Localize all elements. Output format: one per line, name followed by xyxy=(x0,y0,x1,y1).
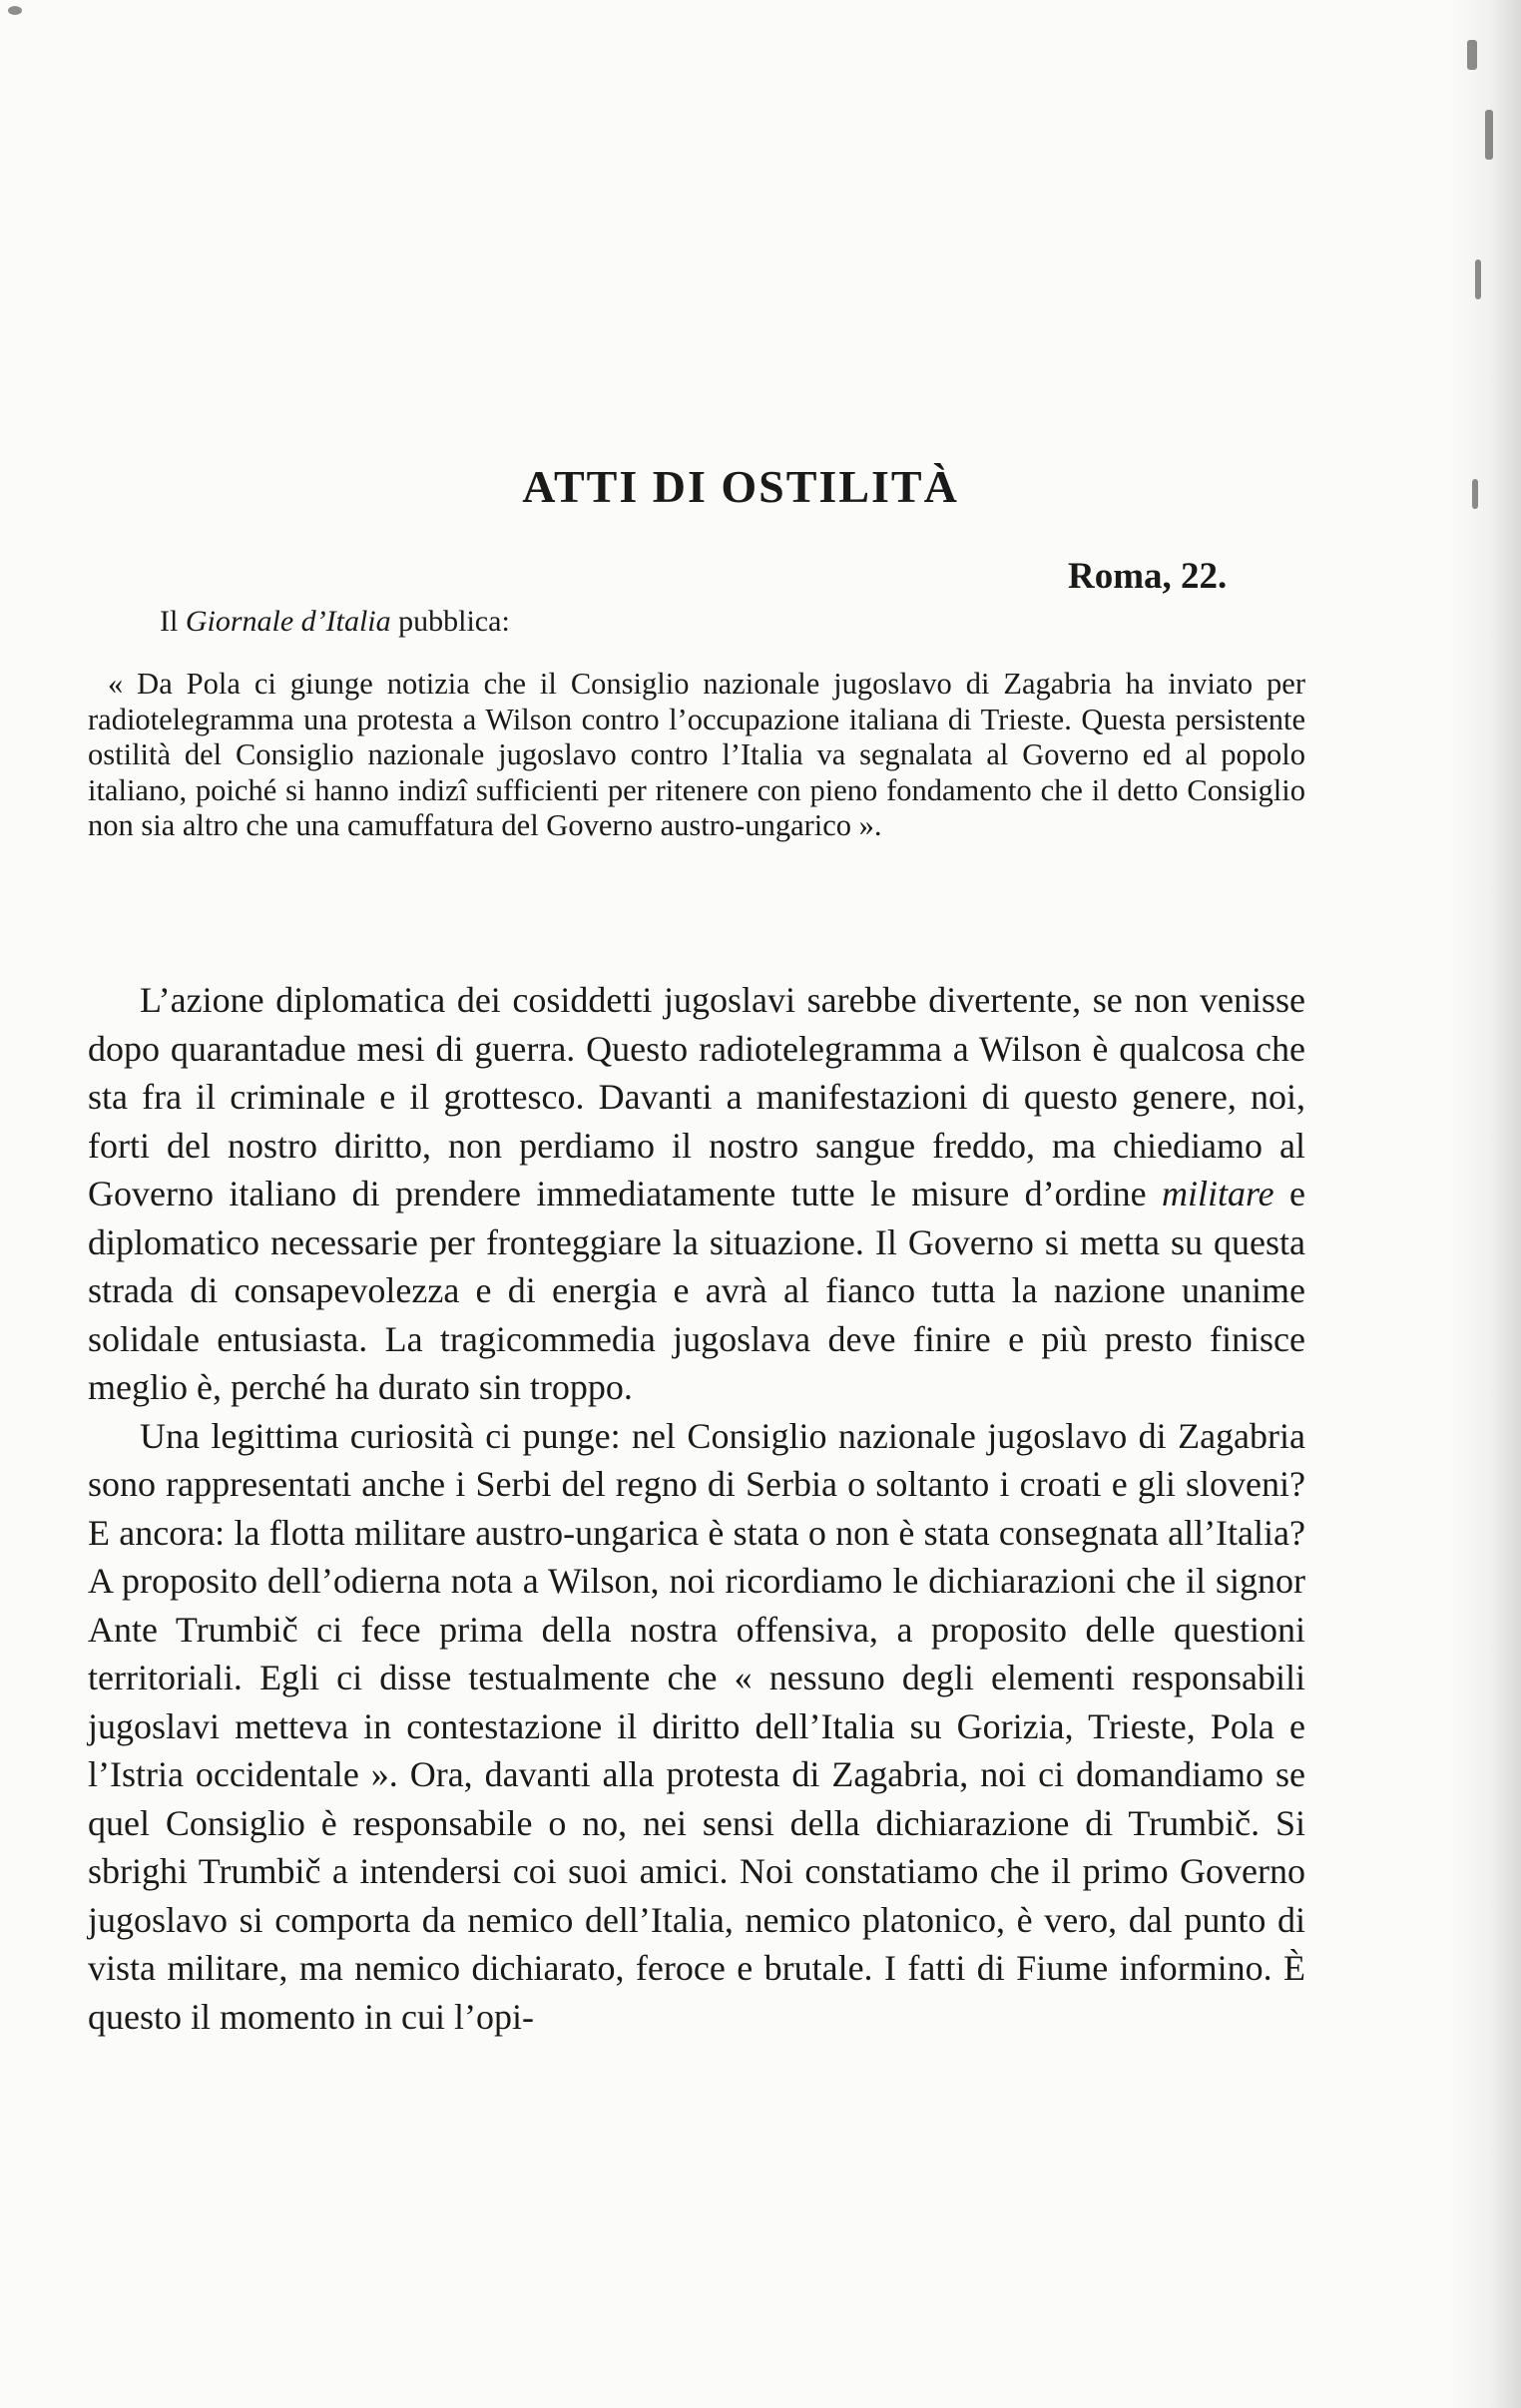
quoted-dispatch xyxy=(88,667,1305,844)
scan-speck xyxy=(8,6,22,15)
intro-suffix: pubblica: xyxy=(390,605,510,638)
scan-speck xyxy=(1467,40,1477,70)
intro-line xyxy=(160,605,510,639)
scan-speck xyxy=(1485,110,1493,160)
body-paragraph-2: Una legittima curiosità ci punge: nel Consiglio nazionale jugoslavo di Zagabria sono rappresentati anche i Serbi del regno di Serbia o soltanto i croati e gli sloveni? E ancora: la flotta militare austro-ungarica è stata o non è stata consegnata all’Italia? A proposito dell’odierna nota a Wilson, noi ricordiamo le dichiarazioni che il signor Ante Trumbič ci fece prima della nostra offensiva, a proposito delle questioni territoriali. Egli ci disse testualmente che « nessuno degli elementi responsabili jugoslavi metteva in contestazione il diritto dell’Italia su Gorizia, Trieste, Pola e l’Istria occidentale ». Ora, davanti alla protesta di Zagabria, noi ci domandiamo se quel Consiglio è responsabile o no, nei sensi della dichiarazione di Trumbič. Si sbrighi Trumbič a intendersi coi suoi amici. Noi constatiamo che il primo Governo jugoslavo si comporta da nemico dell’Italia, nemico platonico, è vero, dal punto di vista militare, ma nemico dichiarato, feroce e brutale. I fatti di Fiume informino. È questo il momento in cui l’opi- xyxy=(88,1415,1305,2037)
newspaper-name: Giornale d’Italia xyxy=(185,605,391,638)
paragraph-1-italic: militare xyxy=(1161,1174,1274,1213)
body-paragraph-1 xyxy=(88,976,1305,1412)
article-title: ATTI DI OSTILITÀ xyxy=(522,460,959,512)
quote-paragraph: « Da Pola ci giunge notizia che il Consiglio nazionale jugoslavo di Zagabria ha inviato per radiotelegramma una protesta a Wilson contro l’occupazione italiana di Trieste. Questa persistente ostilità del Consiglio nazionale jugoslavo contro l’Italia va segnalata al Governo ed al popolo italiano, poiché si hanno indizî sufficienti per ritenere con pieno fondamento che il detto Consiglio non sia altro che una camuffatura del Governo austro-ungarico ». xyxy=(88,667,1305,842)
dateline: Roma, 22. xyxy=(1068,556,1228,597)
paragraph-1-text-b: e diplomatico necessarie per fronteggiare la situazione. Il Governo si metta su questa strada di consapevolezza e di energia e avrà al fianco tutta la nazione unanime solidale entusiasta. La tragicommedia jugoslava deve finire e più presto finisce meglio è, perché ha durato sin troppo. xyxy=(88,1174,1306,1407)
article-body xyxy=(88,976,1305,2041)
scan-speck xyxy=(1475,259,1481,299)
paragraph-1-text-a: L’azione diplomatica dei cosiddetti jugoslavi sarebbe divertente, se non venisse dopo quarantadue mesi di guerra. Questo radiotelegramma a Wilson è qualcosa che sta fra il criminale e il grottesco. Davanti a manifestazioni di questo genere, noi, forti del nostro diritto, non perdiamo il nostro sangue freddo, ma chiediamo al Governo italiano di prendere immediatamente tutte le misure d’ordine xyxy=(88,980,1305,1213)
scan-shadow-edge xyxy=(1451,0,1521,2408)
intro-prefix: Il xyxy=(160,605,186,638)
